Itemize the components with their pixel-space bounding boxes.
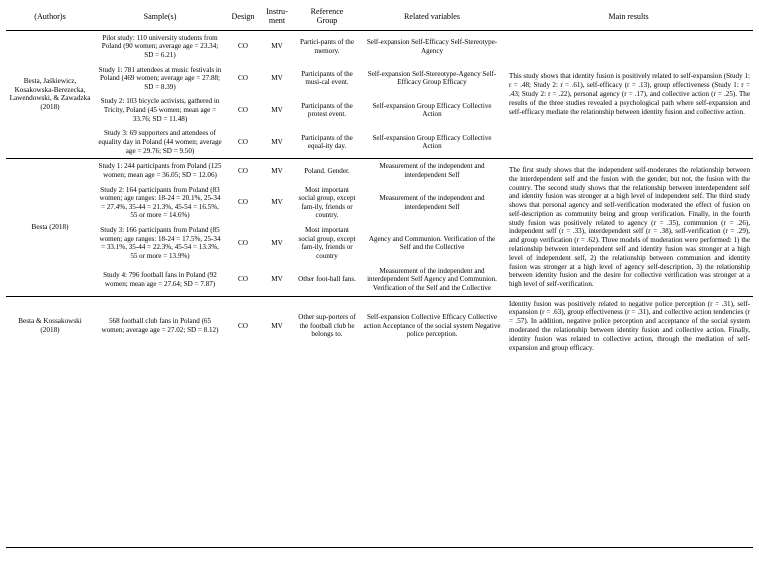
cell-reference-group: Participants of the equal-ity day.: [301, 133, 353, 151]
studies-table: [6, 4, 753, 355]
cell-design: CO: [238, 106, 248, 114]
cell-related-variables: Measurement of the independent and interdependent Self: [379, 194, 485, 211]
cell-sample: Study 2: 164 participants from Poland (83 women; age ranges: 18-24 = 20.1%, 25-34 = 27.4%, 35-44 = 21.3%, 45-54 = 16.5%, 55 or more = 14.6%): [99, 185, 221, 220]
column-header-reference-line1: Reference: [310, 7, 344, 16]
cell-instrument: MV: [260, 296, 294, 355]
cell-design: CO: [226, 296, 260, 355]
cell-design: CO: [238, 275, 248, 284]
cell-sample: Study 1: 781 attendees at music festivals in Poland (469 women; average age = 27.88; SD = 8.39): [98, 65, 222, 91]
cell-instrument: MV: [271, 275, 283, 284]
cell-related-variables: Measurement of the independent and interdependent Self: [360, 159, 504, 183]
cell-related-variables: Self-expansion Self-Efficacy Self-Stereotype-Agency: [366, 37, 498, 55]
table-row: [6, 30, 753, 62]
cell-design: CO: [226, 159, 260, 183]
table-row: [6, 159, 753, 183]
column-header-reference-line2: Group: [316, 16, 338, 26]
cell-related-variables: Self-expansion Collective Efficacy Collective action Acceptance of the social system Negative police perception.: [360, 296, 504, 355]
cell-sample: Study 3: 166 participants from Poland (85 women; age ranges: 18-24 = 17.5%, 25-34 = 33.1%, 35-44 = 22.3%, 45-54 = 13.3%, 55 or more = 13.9%): [99, 226, 221, 261]
cell-reference-group: Other sup-porters of the football club he belongs to.: [294, 296, 360, 355]
cell-instrument: MV: [271, 137, 283, 146]
column-header-reference-group: [294, 4, 360, 30]
cell-sample: 568 football club fans in Poland (65 women; average age = 27.02; SD = 8.12): [94, 296, 226, 355]
column-header-main-results: Main results: [504, 4, 753, 30]
table-bottom-rule: [6, 547, 753, 548]
cell-sample: Study 3: 69 supporters and attendees of equality day in Poland (44 women; average age = 29.76; SD = 9.50): [98, 129, 222, 155]
cell-instrument: MV: [271, 42, 283, 51]
table-row: [6, 296, 753, 355]
cell-design: CO: [238, 42, 248, 51]
column-header-samples: Sample(s): [94, 4, 226, 30]
cell-instrument: MV: [260, 159, 294, 183]
cell-related-variables: Self-expansion Group Efficacy Collective Action: [372, 133, 492, 151]
table-body: [6, 30, 753, 355]
column-header-design: Design: [226, 4, 260, 30]
table-header: [6, 4, 753, 30]
cell-related-variables: Agency and Communion. Verification of the Self and the Collective: [368, 234, 496, 252]
cell-design: CO: [238, 137, 248, 146]
cell-instrument: MV: [271, 74, 283, 83]
cell-design: CO: [238, 198, 248, 207]
cell-reference-group: Participants of the musi-cal event.: [301, 69, 353, 87]
cell-sample: Study 2: 103 bicycle activists, gathered in Tricity, Poland (45 women; mean age = 33.76; SD = 11.48): [100, 97, 220, 123]
column-header-related-variables: Related variables: [360, 4, 504, 30]
cell-main-results: The first study shows that the independent self-moderates the relationship between the interdependent self and the fusion with the gender, but not, the fusion with the country. The second study shows that the relationship between interdependent self and identity fusion was stronger at a high level of independent self. The third study shows that personal agency and self-verification moderated the effect of fusion on self-description as community being and group verification. Finally, in the fourth study fusion was positively related to agency (r = .35), communion (r = .26), independent self (r = .33), interdependent self (r = .38), self-verification (r = .29), and group verification (r = .62). Three models of moderation were performed: 1) the relationship between interdependent self and identity fusion was stronger at a high level of independent self, 2) the relationship between communion and identity fusion was stronger at a high level of agency self-description, 3) the relationship between identity fusion and the desire for collective verification was stronger at a high level of self-verification.: [504, 159, 753, 296]
cell-main-results: Identity fusion was positively related to negative police perception (r = .31), self-expansion (r = .63), group effectiveness (r = .31), and collective action tendencies (r = .57). In addition, negative police perception and acceptance of the social system moderated the relationship between identity fusion and collective action. Finally, identity fusion was related to collective action, through the mediation of self-expansion and group efficacy.: [504, 296, 753, 355]
cell-reference-group: Participants of the protest event.: [301, 101, 353, 119]
column-header-instrument-line2: ment: [268, 16, 286, 26]
cell-sample: Pilot study: 110 university students from Poland (90 women; average age = 23.34; SD = 6.21): [101, 33, 219, 59]
header-row: [6, 4, 753, 30]
cell-related-variables: Self-expansion Group Efficacy Collective Action: [372, 101, 492, 119]
cell-reference-group: Poland. Gender.: [294, 159, 360, 183]
column-header-authors: (Author)s: [6, 4, 94, 30]
cell-sample: Study 1: 244 participants from Poland (125 women; mean age = 36.05; SD = 12.06): [94, 159, 226, 183]
cell-related-variables: Measurement of the independent and interdependent Self Agency and Communion. Verification of the Self and the Collective: [367, 266, 497, 292]
cell-sample: Study 4: 796 football fans in Poland (92 women; mean age = 27.64; SD = 7.87): [103, 271, 217, 288]
cell-main-results: This study shows that identity fusion is positively related to self-expansion (Study 1: r = .48; Study 2: r = .61), self-efficacy (r = .13), group effectiveness (Study 1: r = .43; Study 2: r = .22), personal agency (r = .17), and collective action (r = .25). The results of the three studies revealed a psychological path where self-expansion and self-efficacy mediate the relationship between identity fusion and collective action.: [509, 72, 750, 116]
cell-instrument: MV: [271, 239, 283, 248]
cell-instrument: MV: [271, 198, 283, 207]
cell-reference-group: Other foot-ball fans.: [298, 275, 356, 284]
cell-design: CO: [238, 74, 248, 83]
cell-author: Besta & Kossakowski (2018): [6, 296, 94, 355]
cell-reference-group: Most important social group, except fam-ily, friends or country: [298, 226, 356, 261]
cell-author: Besta (2018): [6, 159, 94, 296]
cell-reference-group: Partici-pants of the memory.: [300, 37, 354, 55]
cell-reference-group: Most important social group, except fam-ily, friends or country.: [298, 185, 356, 220]
cell-instrument: MV: [271, 106, 283, 114]
column-header-instrument: [260, 4, 294, 30]
cell-author: Besta, Jaśkiewicz, Kosakowska-Berezecka, Lawendowski, & Zawadzka (2018): [9, 76, 91, 112]
cell-design: CO: [238, 239, 248, 248]
column-header-instrument-line1: Instru-: [266, 7, 288, 16]
cell-related-variables: Self-expansion Self-Stereotype-Agency Self-Efficacy Group Efficacy: [367, 69, 497, 87]
